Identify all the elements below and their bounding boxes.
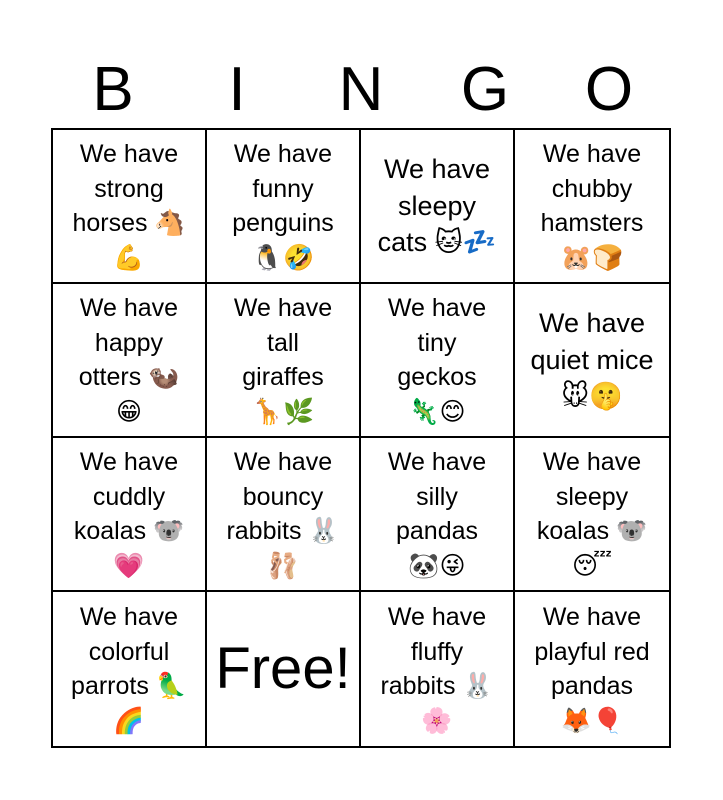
- bingo-cell[interactable]: [515, 284, 669, 438]
- header-letter-n: N: [338, 55, 384, 124]
- bingo-cell[interactable]: [361, 130, 515, 284]
- cell-text: We have funny penguins 🐧🤣: [232, 140, 334, 272]
- bingo-cell[interactable]: [53, 438, 207, 592]
- header-letter-b: B: [92, 55, 134, 124]
- cell-text: We have tall giraffes 🦒🌿: [233, 294, 333, 426]
- bingo-cell[interactable]: [207, 130, 361, 284]
- header-letter-g: G: [460, 55, 510, 124]
- cell-text: We have chubby hamsters 🐹🍞: [540, 140, 644, 272]
- bingo-cell[interactable]: [207, 438, 361, 592]
- cell-text: We have strong horses 🐴 💪: [72, 140, 186, 272]
- bingo-cell[interactable]: [515, 438, 669, 592]
- header-letter-o: O: [584, 55, 634, 124]
- bingo-cell[interactable]: [361, 592, 515, 746]
- cell-text: We have cuddly koalas 🐨 💗: [73, 448, 185, 580]
- bingo-cell[interactable]: [515, 592, 669, 746]
- cell-text: We have playful red pandas 🦊🎈: [534, 603, 650, 735]
- cell-text: We have tiny geckos 🦎😊: [387, 294, 487, 426]
- cell-text: We have bouncy rabbits 🐰 🩰: [226, 448, 340, 580]
- bingo-cell[interactable]: [361, 438, 515, 592]
- bingo-cell[interactable]: [361, 284, 515, 438]
- bingo-board: [51, 128, 671, 748]
- cell-text: We have happy otters 🦦 😁: [78, 294, 180, 426]
- header-letter-i: I: [228, 55, 246, 124]
- free-space-cell[interactable]: [207, 592, 361, 746]
- cell-text: We have quiet mice 🐭🤫: [530, 307, 654, 412]
- cell-text: We have fluffy rabbits 🐰 🌸: [380, 603, 494, 735]
- cell-text: We have silly pandas 🐼😜: [387, 448, 487, 580]
- bingo-header: [51, 52, 671, 128]
- bingo-cell[interactable]: [53, 130, 207, 284]
- cell-text: We have sleepy cats 🐱💤: [377, 153, 497, 258]
- bingo-cell[interactable]: [207, 284, 361, 438]
- free-space-text: Free!: [215, 636, 351, 702]
- cell-text: We have colorful parrots 🦜 🌈: [71, 603, 187, 735]
- bingo-cell[interactable]: [53, 592, 207, 746]
- bingo-cell[interactable]: [53, 284, 207, 438]
- bingo-cell[interactable]: [515, 130, 669, 284]
- cell-text: We have sleepy koalas 🐨 😴: [536, 448, 648, 580]
